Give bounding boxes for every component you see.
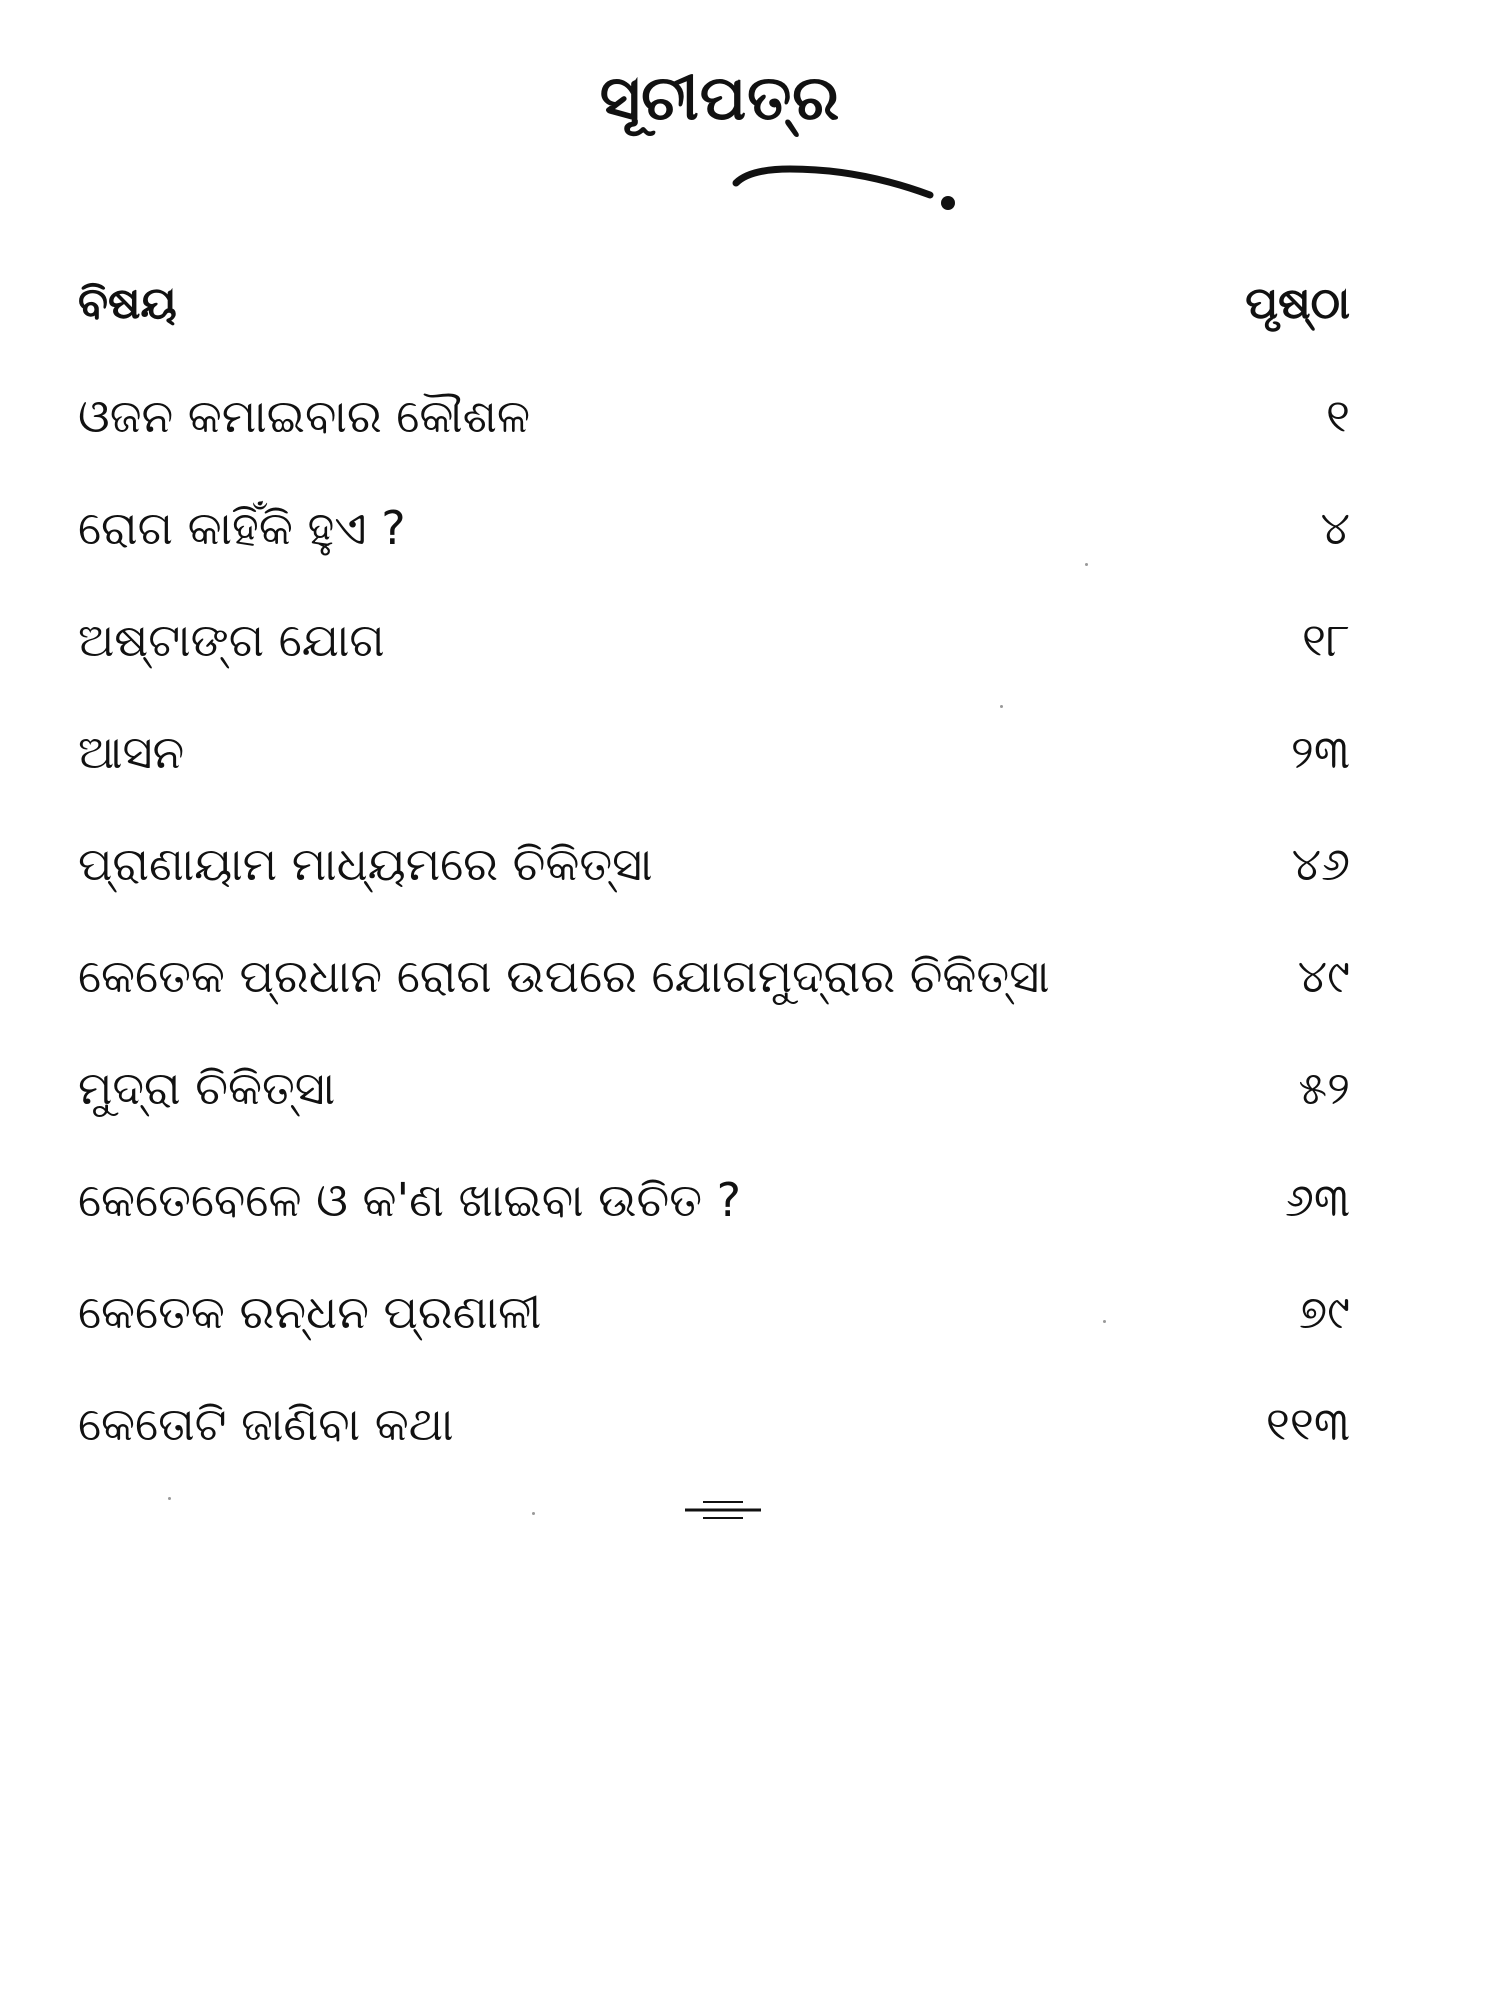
toc-entry-title: ରୋଗ କାହିଁକି ହୁଏ ? bbox=[78, 501, 406, 555]
title-flourish-icon bbox=[730, 155, 960, 215]
page-column-header: ପୃଷ୍ଠା bbox=[1245, 277, 1350, 329]
toc-entry[interactable] bbox=[78, 1256, 1350, 1368]
subject-column-header: ବିଷୟ bbox=[78, 277, 177, 329]
toc-entry[interactable] bbox=[78, 584, 1350, 696]
toc-entry[interactable] bbox=[78, 1032, 1350, 1144]
paper-speck bbox=[1000, 705, 1003, 708]
toc-entry[interactable] bbox=[78, 808, 1350, 920]
paper-speck bbox=[168, 1497, 171, 1500]
page-title: ସୂଚୀପତ୍ର bbox=[599, 61, 841, 134]
toc-entry-page: ୪୯ bbox=[1297, 949, 1350, 1003]
toc-entry-title: ମୁଦ୍ରା ଚିକିତ୍ସା bbox=[78, 1061, 336, 1115]
toc-entry-page: ୪୬ bbox=[1291, 837, 1350, 891]
toc-entry[interactable] bbox=[78, 920, 1350, 1032]
toc-entry-title: ଓଜନ କମାଇବାର କୌଶଳ bbox=[78, 389, 531, 443]
toc-entry-title: କେତେବେଳେ ଓ କ'ଣ ଖାଇବା ଉଚିତ ? bbox=[78, 1173, 742, 1227]
toc-entry-page: ୫୨ bbox=[1298, 1061, 1350, 1115]
toc-entry-page: ୧ bbox=[1326, 389, 1350, 443]
toc-entry[interactable] bbox=[78, 1368, 1350, 1480]
toc-entry[interactable] bbox=[78, 1144, 1350, 1256]
toc-entry-title: ଆସନ bbox=[78, 725, 185, 779]
toc-entry-page: ୬୩ bbox=[1284, 1173, 1350, 1227]
end-mark-icon bbox=[683, 1495, 763, 1525]
toc-entry-page: ୪ bbox=[1320, 501, 1350, 555]
toc-entry-page: ୨୩ bbox=[1290, 725, 1350, 779]
paper-speck bbox=[532, 1512, 535, 1515]
toc-entry[interactable] bbox=[78, 360, 1350, 472]
toc-entry-page: ୭୯ bbox=[1298, 1285, 1350, 1339]
toc-entry[interactable] bbox=[78, 472, 1350, 584]
toc-entry[interactable] bbox=[78, 696, 1350, 808]
toc-entry-page: ୧୮ bbox=[1302, 613, 1350, 667]
toc-entry-page: ୧୧୩ bbox=[1265, 1397, 1350, 1451]
toc-list bbox=[78, 360, 1350, 1480]
paper-speck bbox=[1103, 1320, 1106, 1323]
toc-entry-title: କେତେକ ପ୍ରଧାନ ରୋଗ ଉପରେ ଯୋଗମୁଦ୍ରାର ଚିକିତ୍ସା bbox=[78, 949, 1050, 1003]
toc-entry-title: ଅଷ୍ଟାଙ୍ଗ ଯୋଗ bbox=[78, 613, 385, 667]
toc-header bbox=[78, 268, 1350, 338]
toc-entry-title: କେତେକ ରନ୍ଧନ ପ୍ରଣାଳୀ bbox=[78, 1285, 542, 1339]
toc-entry-title: କେତୋଟି ଜାଣିବା କଥା bbox=[78, 1397, 454, 1451]
paper-speck bbox=[1085, 563, 1088, 566]
toc-entry-title: ପ୍ରାଣାୟାମ ମାଧ୍ୟମରେ ଚିକିତ୍ସା bbox=[78, 837, 653, 891]
